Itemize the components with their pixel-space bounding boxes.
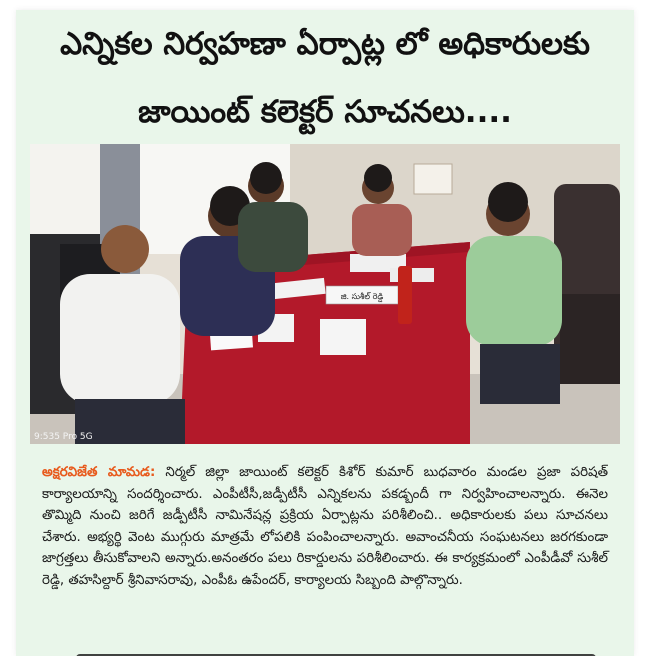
article-text: నిర్మల్ జిల్లా జాయింట్ కలెక్టర్ కిశోర్ కుమార్ బుధవారం మండల ప్రజా పరిషత్ కార్యాలయాన్ని సందర్శించారు. ఎంపీటీసీ,జడ్పీటీసీ ఎన్నికలను పకడ్బందీ గా నిర్వహించాలన్నారు. ఈనెల తొమ్మిది నుంచి జరిగే జడ్పీటీసీ నామినేషన్ల ప్రక్రియ ఏర్పాట్లను పరిశీలించి.. అధికారులకు పలు సూచనలు చేశారు. అభ్యర్థి వెంట ముగ్గురు మాత్రమే లోపలికి పంపించాలన్నారు. అవాంచనీయ సంఘటనలు జరగకుండా జాగ్రత్తలు తీసుకోవాలని అన్నారు.అనంతరం పలు రికార్డులను పరిశీలించారు. ఈ కార్యక్రమంలో ఎంపీడీవో సుశీల్ రెడ్డి, తహసిల్దార్ శ్రీనివాసరావు, ఎంపీఓ ఉపేందర్, కార్యాలయ సిబ్బంది పాల్గొన్నారు. — [42, 465, 608, 588]
nameplate-text: జి. సుశీల్ రెడ్డి — [340, 292, 384, 301]
headline-line-1: ఎన్నికల నిర్వహణా ఏర్పాట్ల లో అధికారులకు — [60, 26, 590, 62]
news-card — [16, 10, 634, 656]
news-photo — [30, 144, 620, 444]
article-body — [42, 462, 608, 592]
next-headline-cropped — [76, 648, 596, 656]
article-byline: అక్షరవిజేత మామడ: — [42, 465, 156, 480]
photo-device-stamp: 9:535 Pro 5G — [34, 432, 93, 442]
meeting-photo-illustration — [30, 144, 620, 444]
headline-line-2: జాయింట్ కలెక్టర్ సూచనలు.... — [138, 94, 512, 130]
